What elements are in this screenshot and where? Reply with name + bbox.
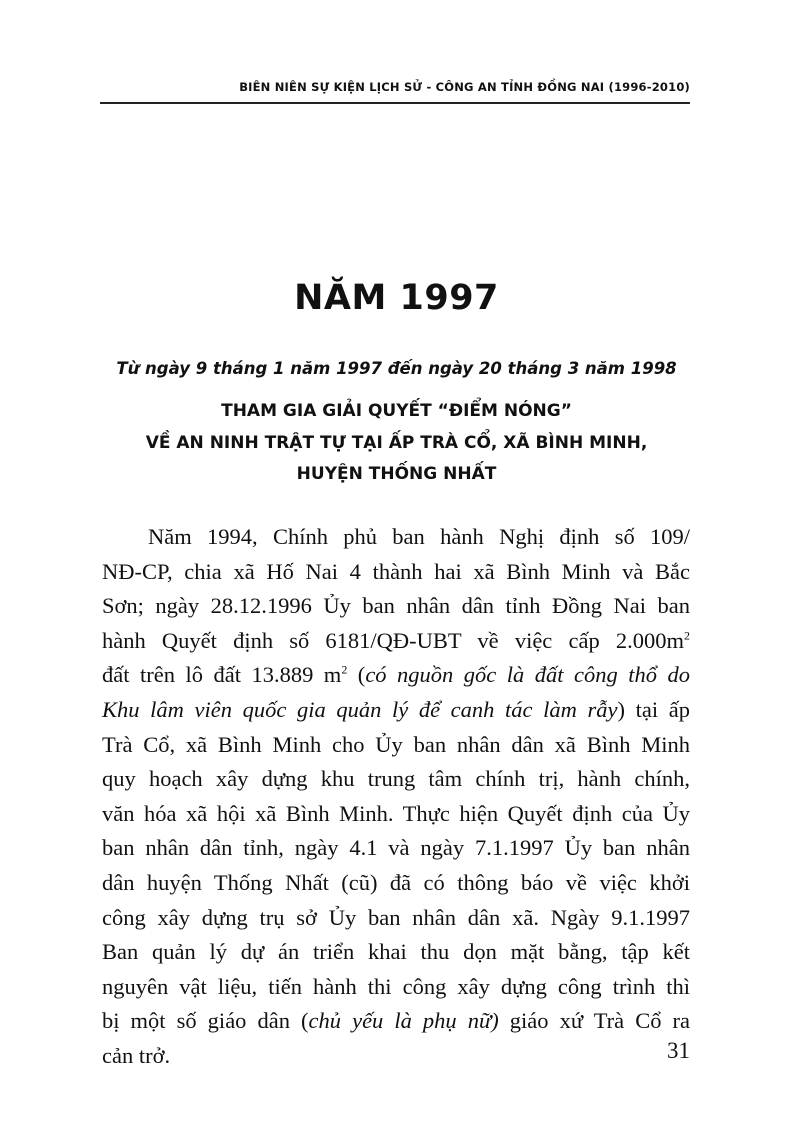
heading-line: HUYỆN THỐNG NHẤT (296, 464, 497, 484)
text-segment: ban nhân dân tỉnh, ngày 4.1 và ngày 7.1.1997 Ủy ban nhân (102, 835, 690, 861)
text-line (102, 1039, 690, 1074)
italic-text: có nguồn gốc là đất công thổ do (365, 662, 690, 688)
heading-line: VỀ AN NINH TRẬT TỰ TẠI ẤP TRÀ CỔ, XÃ BÌNH MINH, (145, 432, 648, 453)
text-line (102, 658, 690, 693)
text-segment: cản trở. (102, 1042, 171, 1068)
text-line (102, 970, 690, 1005)
chapter-title: NĂM 1997 (294, 278, 499, 318)
section-heading (90, 396, 703, 491)
superscript: 2 (684, 628, 690, 643)
text-segment: nguyên vật liệu, tiến hành thi công xây dựng công trình thì (102, 973, 690, 999)
text-segment: quy hoạch xây dựng khu trung tâm chính trị, hành chính, (102, 766, 690, 792)
text-line (102, 831, 690, 866)
body-paragraph (102, 520, 690, 1074)
page-number: 31 (667, 1038, 690, 1063)
text-segment: ( (347, 662, 366, 688)
text-segment: văn hóa xã hội xã Bình Minh. Thực hiện Quyết định của Ủy (102, 800, 690, 826)
text-line (102, 762, 690, 797)
text-line (102, 901, 690, 936)
heading-line: THAM GIA GIẢI QUYẾT “ĐIỂM NÓNG” (221, 401, 572, 421)
text-line (102, 866, 690, 901)
text-segment: hành Quyết định số 6181/QĐ-UBT về việc cấp 2.000m (102, 627, 684, 653)
text-line (102, 935, 690, 970)
text-line (102, 728, 690, 763)
text-segment: ) tại ấp (617, 696, 690, 722)
superscript: 2 (341, 662, 348, 677)
text-segment: Năm 1994, Chính phủ ban hành Nghị định số 109/ (148, 524, 690, 549)
text-segment: Ban quản lý dự án triển khai thu dọn mặt bằng, tập kết (102, 939, 690, 965)
running-head: BIÊN NIÊN SỰ KIỆN LỊCH SỬ - CÔNG AN TỈNH ĐỒNG NAI (1996-2010) (100, 76, 690, 104)
italic-text: Khu lâm viên quốc gia quản lý để canh tác làm rẫy (102, 696, 618, 722)
text-segment: giáo xứ Trà Cổ ra (498, 1008, 690, 1034)
text-line (102, 1004, 690, 1039)
text-segment: dân huyện Thống Nhất (cũ) đã có thông báo về việc khởi (102, 869, 690, 895)
italic-text: chủ yếu là phụ nữ) (308, 1008, 499, 1034)
text-line (102, 693, 690, 728)
text-line (102, 797, 690, 832)
text-segment: bị một số giáo dân ( (102, 1008, 309, 1034)
text-segment: NĐ-CP, chia xã Hố Nai 4 thành hai xã Bình Minh và Bắc (102, 558, 690, 584)
text-line (102, 555, 690, 590)
text-segment: đất trên lô đất 13.889 m (102, 662, 342, 688)
text-segment: công xây dựng trụ sở Ủy ban nhân dân xã. Ngày 9.1.1997 (102, 904, 690, 930)
text-segment: Trà Cổ, xã Bình Minh cho Ủy ban nhân dân xã Bình Minh (102, 731, 690, 757)
text-line (102, 624, 690, 659)
date-range: Từ ngày 9 tháng 1 năm 1997 đến ngày 20 tháng 3 năm 1998 (116, 359, 677, 378)
text-line (102, 520, 690, 555)
text-line (102, 589, 690, 624)
text-segment: Sơn; ngày 28.12.1996 Ủy ban nhân dân tỉnh Đồng Nai ban (102, 593, 690, 619)
